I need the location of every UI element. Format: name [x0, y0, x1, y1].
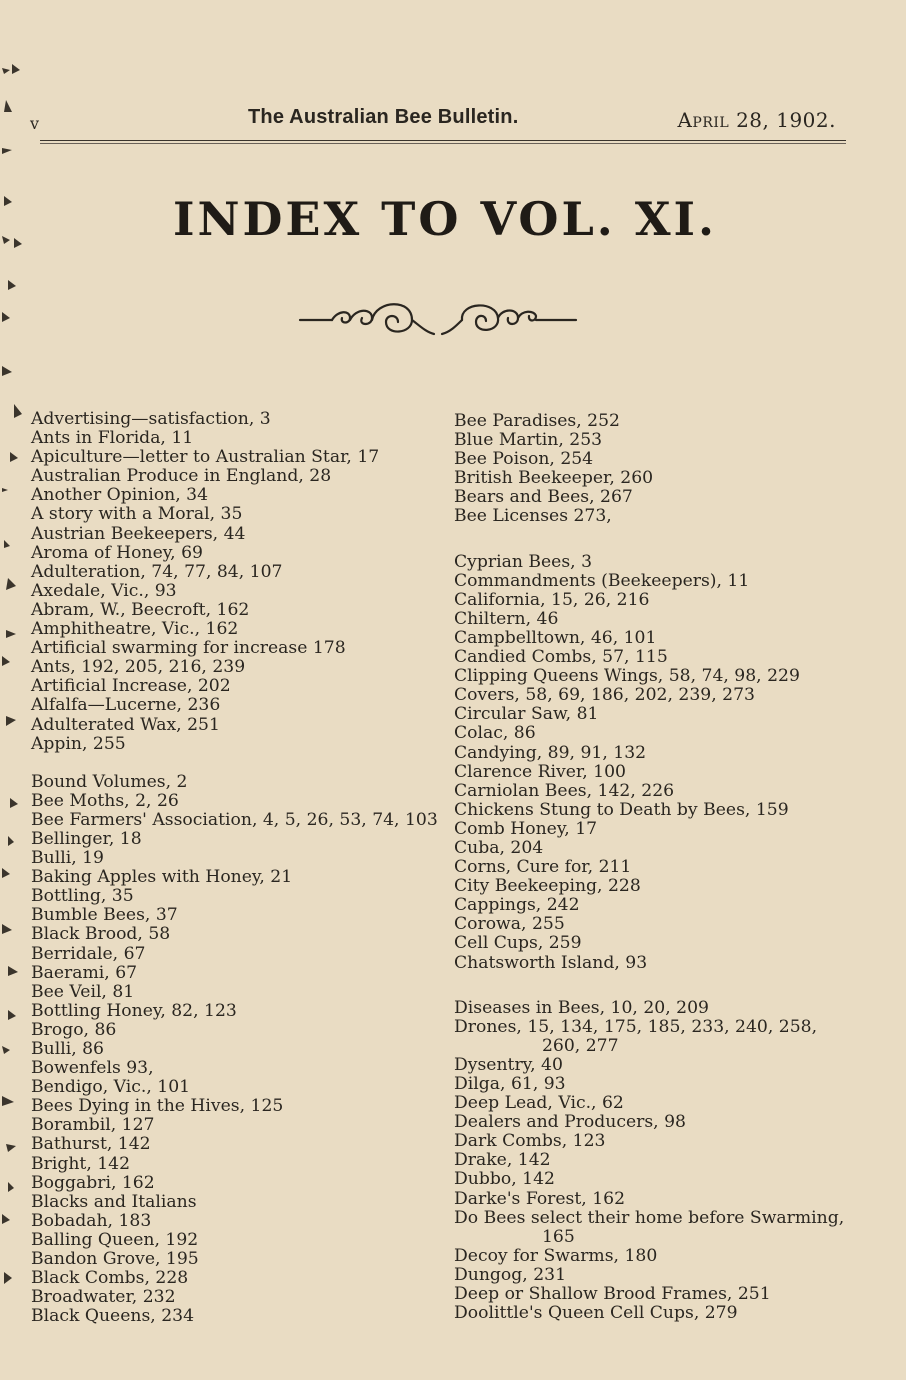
index-entry: Bathurst, 142	[31, 1134, 151, 1155]
index-entry: Black Brood, 58	[31, 924, 171, 945]
index-entry: Bee Farmers' Association, 4, 5, 26, 53, 74, 103	[31, 809, 438, 830]
index-entry: Bumble Bees, 37	[31, 905, 178, 926]
index-entry: Baerami, 67	[31, 962, 138, 983]
index-entry: Adulteration, 74, 77, 84, 107	[31, 561, 283, 582]
index-entry: Dilga, 61, 93	[454, 1074, 566, 1094]
index-entry: British Beekeeper, 260	[454, 468, 654, 489]
index-entry: Blacks and Italians	[31, 1191, 197, 1212]
index-entry: Campbelltown, 46, 101	[454, 627, 657, 648]
scroll-ornament-icon	[298, 296, 578, 340]
index-title: INDEX TO VOL. XI.	[172, 192, 718, 246]
index-entry: Corns, Cure for, 211	[454, 857, 632, 878]
index-entry: Bee Poison, 254	[454, 449, 594, 470]
index-entry: Austrian Beekeepers, 44	[31, 523, 246, 544]
index-entry: Circular Saw, 81	[454, 704, 599, 725]
index-entry: Clarence River, 100	[454, 761, 626, 782]
index-entry: Another Opinion, 34	[31, 485, 209, 506]
index-entry: Bottling Honey, 82, 123	[31, 1000, 237, 1021]
index-entry: Bendigo, Vic., 101	[31, 1077, 191, 1098]
index-entry: Candying, 89, 91, 132	[454, 742, 647, 763]
index-entry: Artificial Increase, 202	[31, 676, 231, 697]
index-entry: Borambil, 127	[31, 1115, 155, 1136]
index-entry: Bulli, 86	[31, 1039, 104, 1059]
index-section-b	[31, 773, 441, 1327]
index-entry: Bees Dying in the Hives, 125	[31, 1096, 284, 1117]
index-entry: Apiculture—letter to Australian Star, 17	[31, 447, 380, 468]
index-entry: Bright, 142	[31, 1153, 131, 1174]
index-entry: Drake, 142	[454, 1150, 551, 1171]
index-section-b-continued	[454, 412, 854, 527]
index-entry: Bandon Grove, 195	[31, 1249, 199, 1270]
index-entry: Baking Apples with Honey, 21	[31, 867, 293, 888]
index-entry: Bee Licenses 273,	[454, 506, 612, 527]
index-entry: California, 15, 26, 216	[454, 589, 650, 610]
index-entry: Dysentry, 40	[454, 1054, 563, 1075]
index-entry: Drones, 15, 134, 175, 185, 233, 240, 258, 260, 277	[454, 1016, 818, 1056]
index-entry: Cyprian Bees, 3	[454, 551, 593, 572]
index-entry: Cuba, 204	[454, 837, 544, 858]
index-entry: Artificial swarming for increase 178	[31, 638, 346, 659]
index-entry: Amphitheatre, Vic., 162	[31, 619, 239, 640]
index-entry: Ants in Florida, 11	[31, 428, 194, 449]
section-gap	[31, 754, 441, 773]
index-entry: Dungog, 231	[454, 1264, 567, 1285]
index-entry: Brogo, 86	[31, 1019, 117, 1040]
index-entry: Bottling, 35	[31, 886, 134, 907]
index-entry: Darke's Forest, 162	[454, 1188, 626, 1209]
index-entry: Ants, 192, 205, 216, 239	[31, 657, 246, 678]
index-entry: Appin, 255	[31, 733, 126, 754]
index-section-a	[31, 410, 441, 754]
index-entry: Dark Combs, 123	[454, 1131, 606, 1152]
index-entry: Covers, 58, 69, 186, 202, 239, 273	[454, 685, 755, 706]
index-entry: Doolittle's Queen Cell Cups, 279	[454, 1303, 738, 1324]
index-entry: Do Bees select their home before Swarming, 165	[454, 1207, 845, 1247]
header-rule	[40, 140, 846, 141]
index-entry: Chickens Stung to Death by Bees, 159	[454, 799, 789, 820]
index-entry: Bulli, 19	[31, 848, 104, 869]
running-header	[30, 106, 850, 136]
index-entry: Abram, W., Beecroft, 162	[31, 599, 250, 620]
index-entry: Chiltern, 46	[454, 608, 559, 629]
section-gap	[454, 973, 854, 999]
index-entry: Broadwater, 232	[31, 1287, 176, 1308]
index-entry: Bound Volumes, 2	[31, 771, 188, 792]
index-entry: Bee Moths, 2, 26	[31, 790, 179, 811]
index-entry: Comb Honey, 17	[454, 818, 598, 839]
index-entry: Chatsworth Island, 93	[454, 952, 648, 973]
index-entry: Dealers and Producers, 98	[454, 1112, 686, 1133]
index-entry: Adulterated Wax, 251	[31, 714, 220, 735]
index-column-right	[454, 412, 854, 1323]
index-entry: Australian Produce in England, 28	[31, 466, 332, 487]
index-section-c	[454, 553, 854, 973]
index-entry: Black Queens, 234	[31, 1306, 195, 1327]
index-entry: Colac, 86	[454, 723, 536, 744]
index-entry: Alfalfa—Lucerne, 236	[31, 695, 221, 716]
index-entry: Advertising—satisfaction, 3	[31, 409, 271, 429]
index-entry: Deep Lead, Vic., 62	[454, 1093, 624, 1114]
index-entry: Diseases in Bees, 10, 20, 209	[454, 997, 709, 1018]
index-entry: Blue Martin, 253	[454, 430, 603, 451]
index-entry: Black Combs, 228	[31, 1268, 189, 1289]
index-entry: Boggabri, 162	[31, 1172, 155, 1193]
index-entry: Bears and Bees, 267	[454, 487, 633, 508]
index-entry: Bellinger, 18	[31, 828, 142, 849]
index-entry: Axedale, Vic., 93	[31, 580, 177, 601]
index-entry: Bobadah, 183	[31, 1210, 152, 1231]
index-entry: Corowa, 255	[454, 914, 565, 935]
index-entry: Candied Combs, 57, 115	[454, 647, 668, 668]
index-entry: Dubbo, 142	[454, 1169, 555, 1190]
index-entry: Deep or Shallow Brood Frames, 251	[454, 1284, 771, 1305]
index-entry: Bee Paradises, 252	[454, 411, 620, 431]
index-column-left	[31, 410, 441, 1326]
index-entry: Cell Cups, 259	[454, 933, 582, 954]
index-entry: Decoy for Swarms, 180	[454, 1245, 658, 1266]
issue-date: April 28, 1902.	[677, 108, 836, 132]
index-entry: A story with a Moral, 35	[31, 504, 243, 525]
section-gap	[454, 527, 854, 553]
index-entry: Berridale, 67	[31, 943, 146, 964]
header-rule-thin	[40, 143, 846, 144]
index-entry: Cappings, 242	[454, 895, 580, 916]
index-entry: Balling Queen, 192	[31, 1229, 199, 1250]
index-entry: Bowenfels 93,	[31, 1058, 154, 1079]
running-title: The Australian Bee Bulletin.	[248, 106, 519, 128]
index-entry: Commandments (Beekeepers), 11	[454, 570, 750, 591]
index-entry: City Beekeeping, 228	[454, 876, 641, 897]
index-entry: Carniolan Bees, 142, 226	[454, 780, 675, 801]
index-entry: Bee Veil, 81	[31, 981, 135, 1002]
index-entry: Clipping Queens Wings, 58, 74, 98, 229	[454, 666, 800, 687]
index-entry: Aroma of Honey, 69	[31, 542, 203, 563]
page-folio: v	[30, 114, 40, 133]
index-section-d	[454, 999, 854, 1324]
